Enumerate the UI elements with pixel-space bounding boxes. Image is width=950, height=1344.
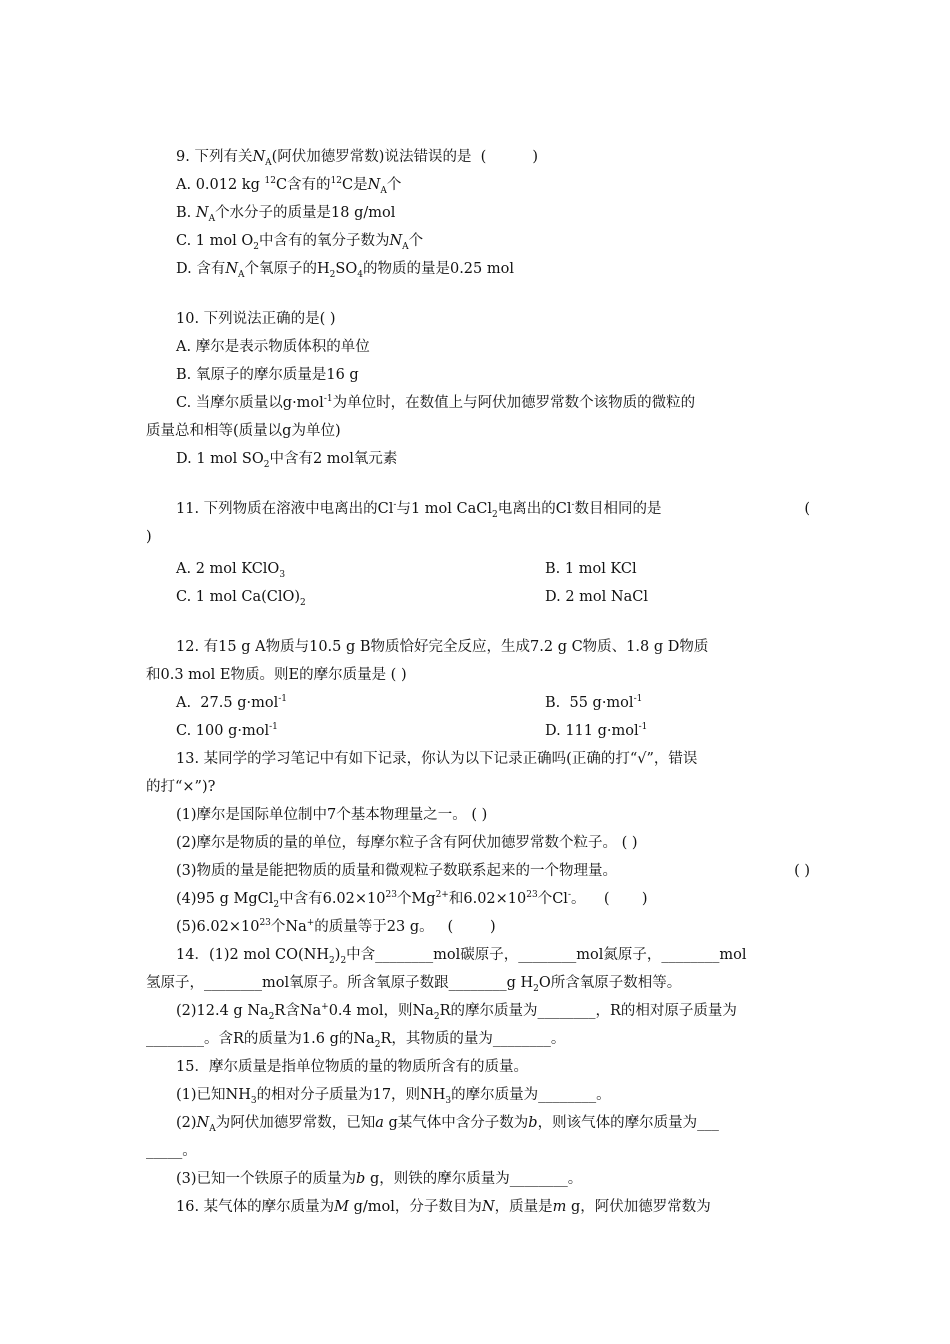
q11-option-b: B. 1 mol KCl bbox=[545, 561, 637, 577]
q9-option-d: D. 含有$N_A$个氧原子的$H_2SO_4$的物质的量是0.25 mol bbox=[176, 261, 514, 280]
q11-stem-line2: ) bbox=[146, 529, 152, 545]
q11-options-row2: C. 1 mol $Ca(ClO)_2$ D. 2 mol NaCl bbox=[146, 583, 810, 611]
q10-option-a: A. 摩尔是表示物质体积的单位 bbox=[176, 339, 370, 355]
q14-part2-line2: ________。含R的质量为1.6 g的$Na_2R$，其物质的量为________。 bbox=[146, 1031, 566, 1050]
q13-stem-line1: 13. 某同学的学习笔记中有如下记录，你认为以下记录正确吗(正确的打“√”，错误 bbox=[176, 751, 698, 767]
q13-item-2: (2)摩尔是物质的量的单位，每摩尔粒子含有阿伏加德罗常数个粒子。 ( ) bbox=[176, 835, 638, 851]
q15-part2-line2: _____。 bbox=[146, 1143, 197, 1159]
q15-part1: (1)已知$NH_3$的相对分子质量为17，则$NH_3$的摩尔质量为________。 bbox=[176, 1087, 611, 1106]
q11-stem-line1: 11. 下列物质在溶液中电离出的Cl-与1 mol CaCl$_2$电离出的Cl-数目相同的是 ( bbox=[146, 495, 810, 523]
q11-answer-paren-open: ( bbox=[804, 501, 810, 517]
q10-option-c-line2: 质量总和相等(质量以g为单位) bbox=[146, 423, 341, 439]
q10-stem: 10. 下列说法正确的是( ) bbox=[176, 311, 336, 327]
q16-stem: 16. 某气体的摩尔质量为M g/mol，分子数目为N，质量是m g，阿伏加德罗常数为 bbox=[176, 1199, 711, 1215]
q13-item-1: (1)摩尔是国际单位制中7个基本物理量之一。 ( ) bbox=[176, 807, 488, 823]
q12-options-row1: A. 27.5 g·mol$^{-1}$ B. 55 g·mol$^{-1}$ bbox=[146, 689, 810, 717]
q13-stem-line2: 的打“×”)? bbox=[146, 779, 216, 795]
q13-item-3: (3)物质的量是能把物质的质量和微观粒子数联系起来的一个物理量。 ( ) bbox=[146, 857, 810, 885]
q14-part1-line1: 14．(1)2 mol $CO(NH_2)_2$中含________mol碳原子，________mol氮原子，________mol bbox=[176, 947, 747, 966]
q12-option-b: B. 55 g·mol$^{-1}$ bbox=[545, 694, 643, 711]
q11-options-row1: A. 2 mol KClO$_3$ B. 1 mol KCl bbox=[146, 555, 810, 583]
q9-stem: 9. 下列有关$N_A$(阿伏加德罗常数)说法错误的是 ( ) bbox=[176, 149, 539, 168]
q13-item-3-paren: ( ) bbox=[794, 863, 810, 879]
q10-option-b: B. 氧原子的摩尔质量是16 g bbox=[176, 367, 359, 383]
q14-part1-line2: 氢原子，________mol氧原子。所含氧原子数跟________g $H_2O$所含氧原子数相等。 bbox=[146, 975, 682, 994]
q15-stem: 15．摩尔质量是指单位物质的量的物质所含有的质量。 bbox=[176, 1059, 528, 1075]
q9-option-c: C. 1 mol $O_2$中含有的氧分子数为$N_A$个 bbox=[176, 233, 424, 252]
q12-option-d: D. 111 g·mol$^{-1}$ bbox=[545, 722, 648, 739]
worksheet-page bbox=[146, 143, 810, 1221]
q12-options-row2: C. 100 g·mol$^{-1}$ D. 111 g·mol$^{-1}$ bbox=[146, 717, 810, 745]
q12-stem-line1: 12. 有15 g A物质与10.5 g B物质恰好完全反应，生成7.2 g C物质、1.8 g D物质 bbox=[176, 639, 709, 655]
q10-option-c-line1: C. 当摩尔质量以g·mol$^{-1}$为单位时，在数值上与阿伏加德罗常数个该物质的微粒的 bbox=[176, 394, 696, 411]
q15-part3: (3)已知一个铁原子的质量为b g，则铁的摩尔质量为________。 bbox=[176, 1171, 583, 1187]
q14-part2-line1: (2)12.4 g $Na_2R$含Na+0.4 mol，则$Na_2R$的摩尔质量为________，R的相对原子质量为 bbox=[176, 1002, 737, 1022]
q12-stem-line2: 和0.3 mol E物质。则E的摩尔质量是 ( ) bbox=[146, 667, 407, 683]
q13-item-4: (4)95 g MgCl$_2$中含有$6.02\times 10^{23}$个$Mg^{2+}$和$6.02\times 10^{23}$个Cl-。 ( ) bbox=[176, 890, 648, 910]
q15-part2-line1: $(2)N_A$为阿伏加德罗常数，已知a g某气体中含分子数为b，则该气体的摩尔质量为___ bbox=[176, 1115, 719, 1134]
q10-option-d: D. 1 mol $SO_2$中含有2 mol氧元素 bbox=[176, 451, 398, 470]
q11-option-d: D. 2 mol NaCl bbox=[545, 589, 648, 605]
q13-item-5: $(5)6.02\times 10^{23}$个Na+的质量等于23 g。 ( ) bbox=[176, 918, 496, 935]
q9-option-b: B. $N_A$个水分子的质量是18 g/mol bbox=[176, 205, 396, 224]
q9-option-a: A. 0.012 kg $^{12}$C含有的$^{12}$C是$N_A$个 bbox=[176, 176, 402, 196]
